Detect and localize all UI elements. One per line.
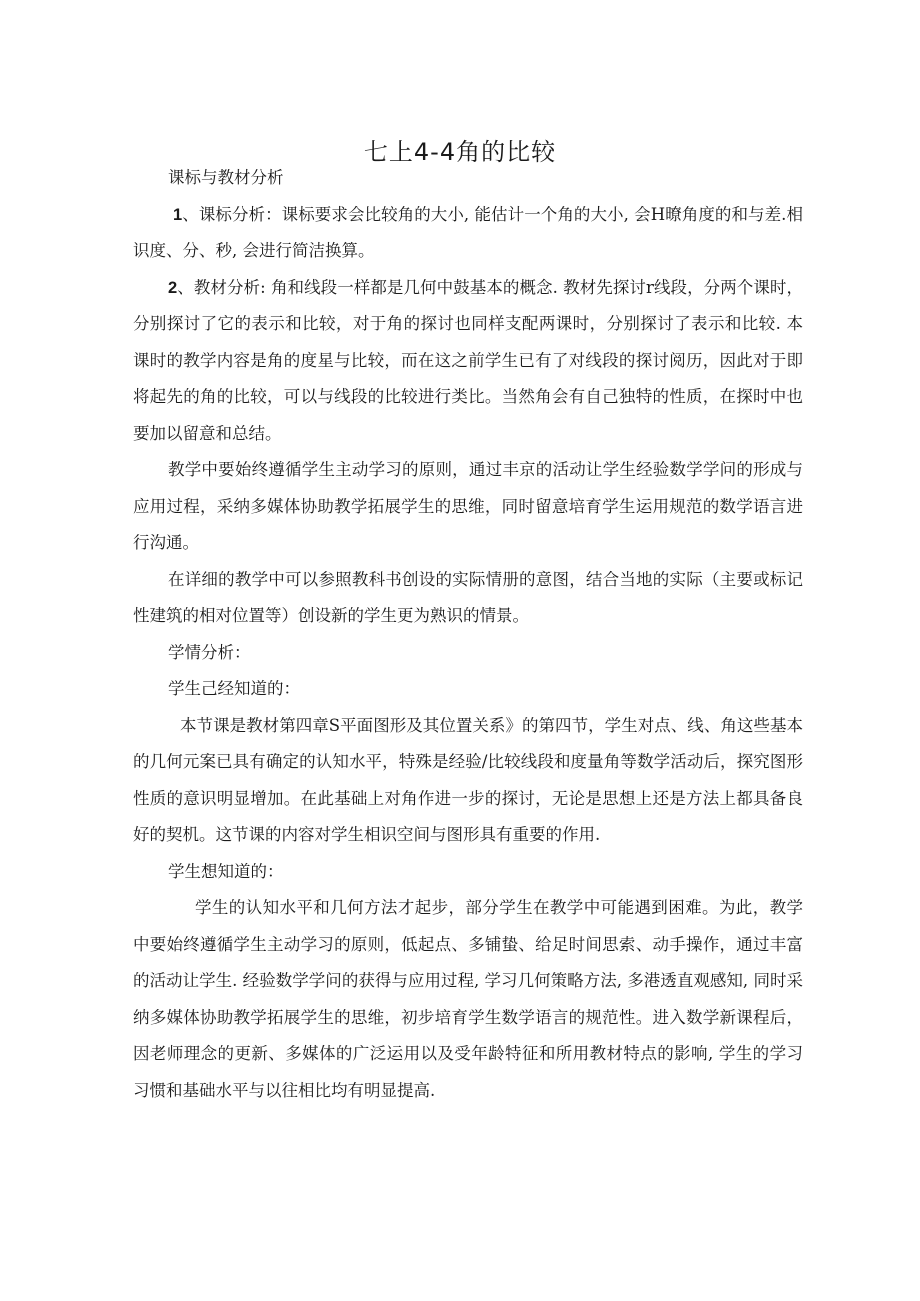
item-number: 1 — [173, 205, 183, 224]
item-text: 、教材分析: 角和线段一样都是几何中鼓基本的概念. 教材先探讨r线段，分两个课时，分别探讨了它的表示和比较，对于角的探讨也同样支配两课时，分别探讨了表示和比较. 本课时的教学内容是角的度星与比较，而在这之前学生已有了对线段的探讨阅历，因此对于即将起先的角的比较，可以与线段的比较进行类比。当然角会有自己独特的性质，在探时中也要加以留意和总结。 — [133, 277, 803, 443]
want-heading: 学生想知道的： — [168, 861, 284, 881]
item-curriculum-analysis — [133, 197, 803, 270]
section-heading: 课标与教材分析 — [168, 168, 284, 187]
known-heading: 学生己经知道的： — [168, 679, 300, 698]
want-paragraph: 学生的认知水平和几何方法才起步，部分学生在教学中可能遇到困难。为此，教学中要始终遵循学生主动学习的原则，低起点、多铺蛰、给足时间思索、动手操作，通过丰富的活动让学生. 经验数学学问的获得与应用过程, 学习几何策略方法, 多港透直观感知, 同时采纳多媒体协助教学拓展学生的思维，初步培育学生数学语言的规范性。进入数学新课程后，因老师理念的更新、多媒体的广泛运用以及受年龄特征和所用教材特点的影响, 学生的学习习惯和基础水平与以往相比均有明显提高. — [133, 898, 803, 1100]
document-body — [133, 160, 803, 1109]
known-paragraph: 本节课是教材第四章S平面图形及其位置关系》的第四节，学生对点、线、角这些基本的几何元案已具有确定的认知水平，特殊是经验/比较线段和度量角等数学活动后，探究图形性质的意识明显增加。在此基础上对角作进一步的探讨，无论是思想上还是方法上都具备良好的契机。这节课的内容对学生相识空间与图形具有重要的作用. — [133, 715, 803, 844]
item-number: 2 — [168, 278, 178, 297]
paragraph-teaching-principle: 教学中要始终遵循学生主动学习的原则，通过丰京的活动让学生经验数学学问的形成与应用过程，采纳多媒体协助教学拓展学生的思维，同时留意培育学生运用规范的数学语言进行沟通。 — [133, 460, 803, 552]
paragraph-teaching-scenario: 在详细的教学中可以参照教科书创设的实际情册的意图，结合当地的实际（主要或标记性建筑的相对位置等）创设新的学生更为熟识的情景。 — [133, 569, 803, 625]
document-title: 七上4-4角的比较 — [363, 138, 557, 167]
learning-analysis-heading: 学情分析： — [168, 642, 251, 662]
item-textbook-analysis — [133, 270, 803, 453]
item-text: 、课标分析：课标要求会比较角的大小, 能估计一个角的大小, 会H暸角度的和与差.相识度、分、秒, 会进行简洁换算。 — [133, 204, 803, 260]
